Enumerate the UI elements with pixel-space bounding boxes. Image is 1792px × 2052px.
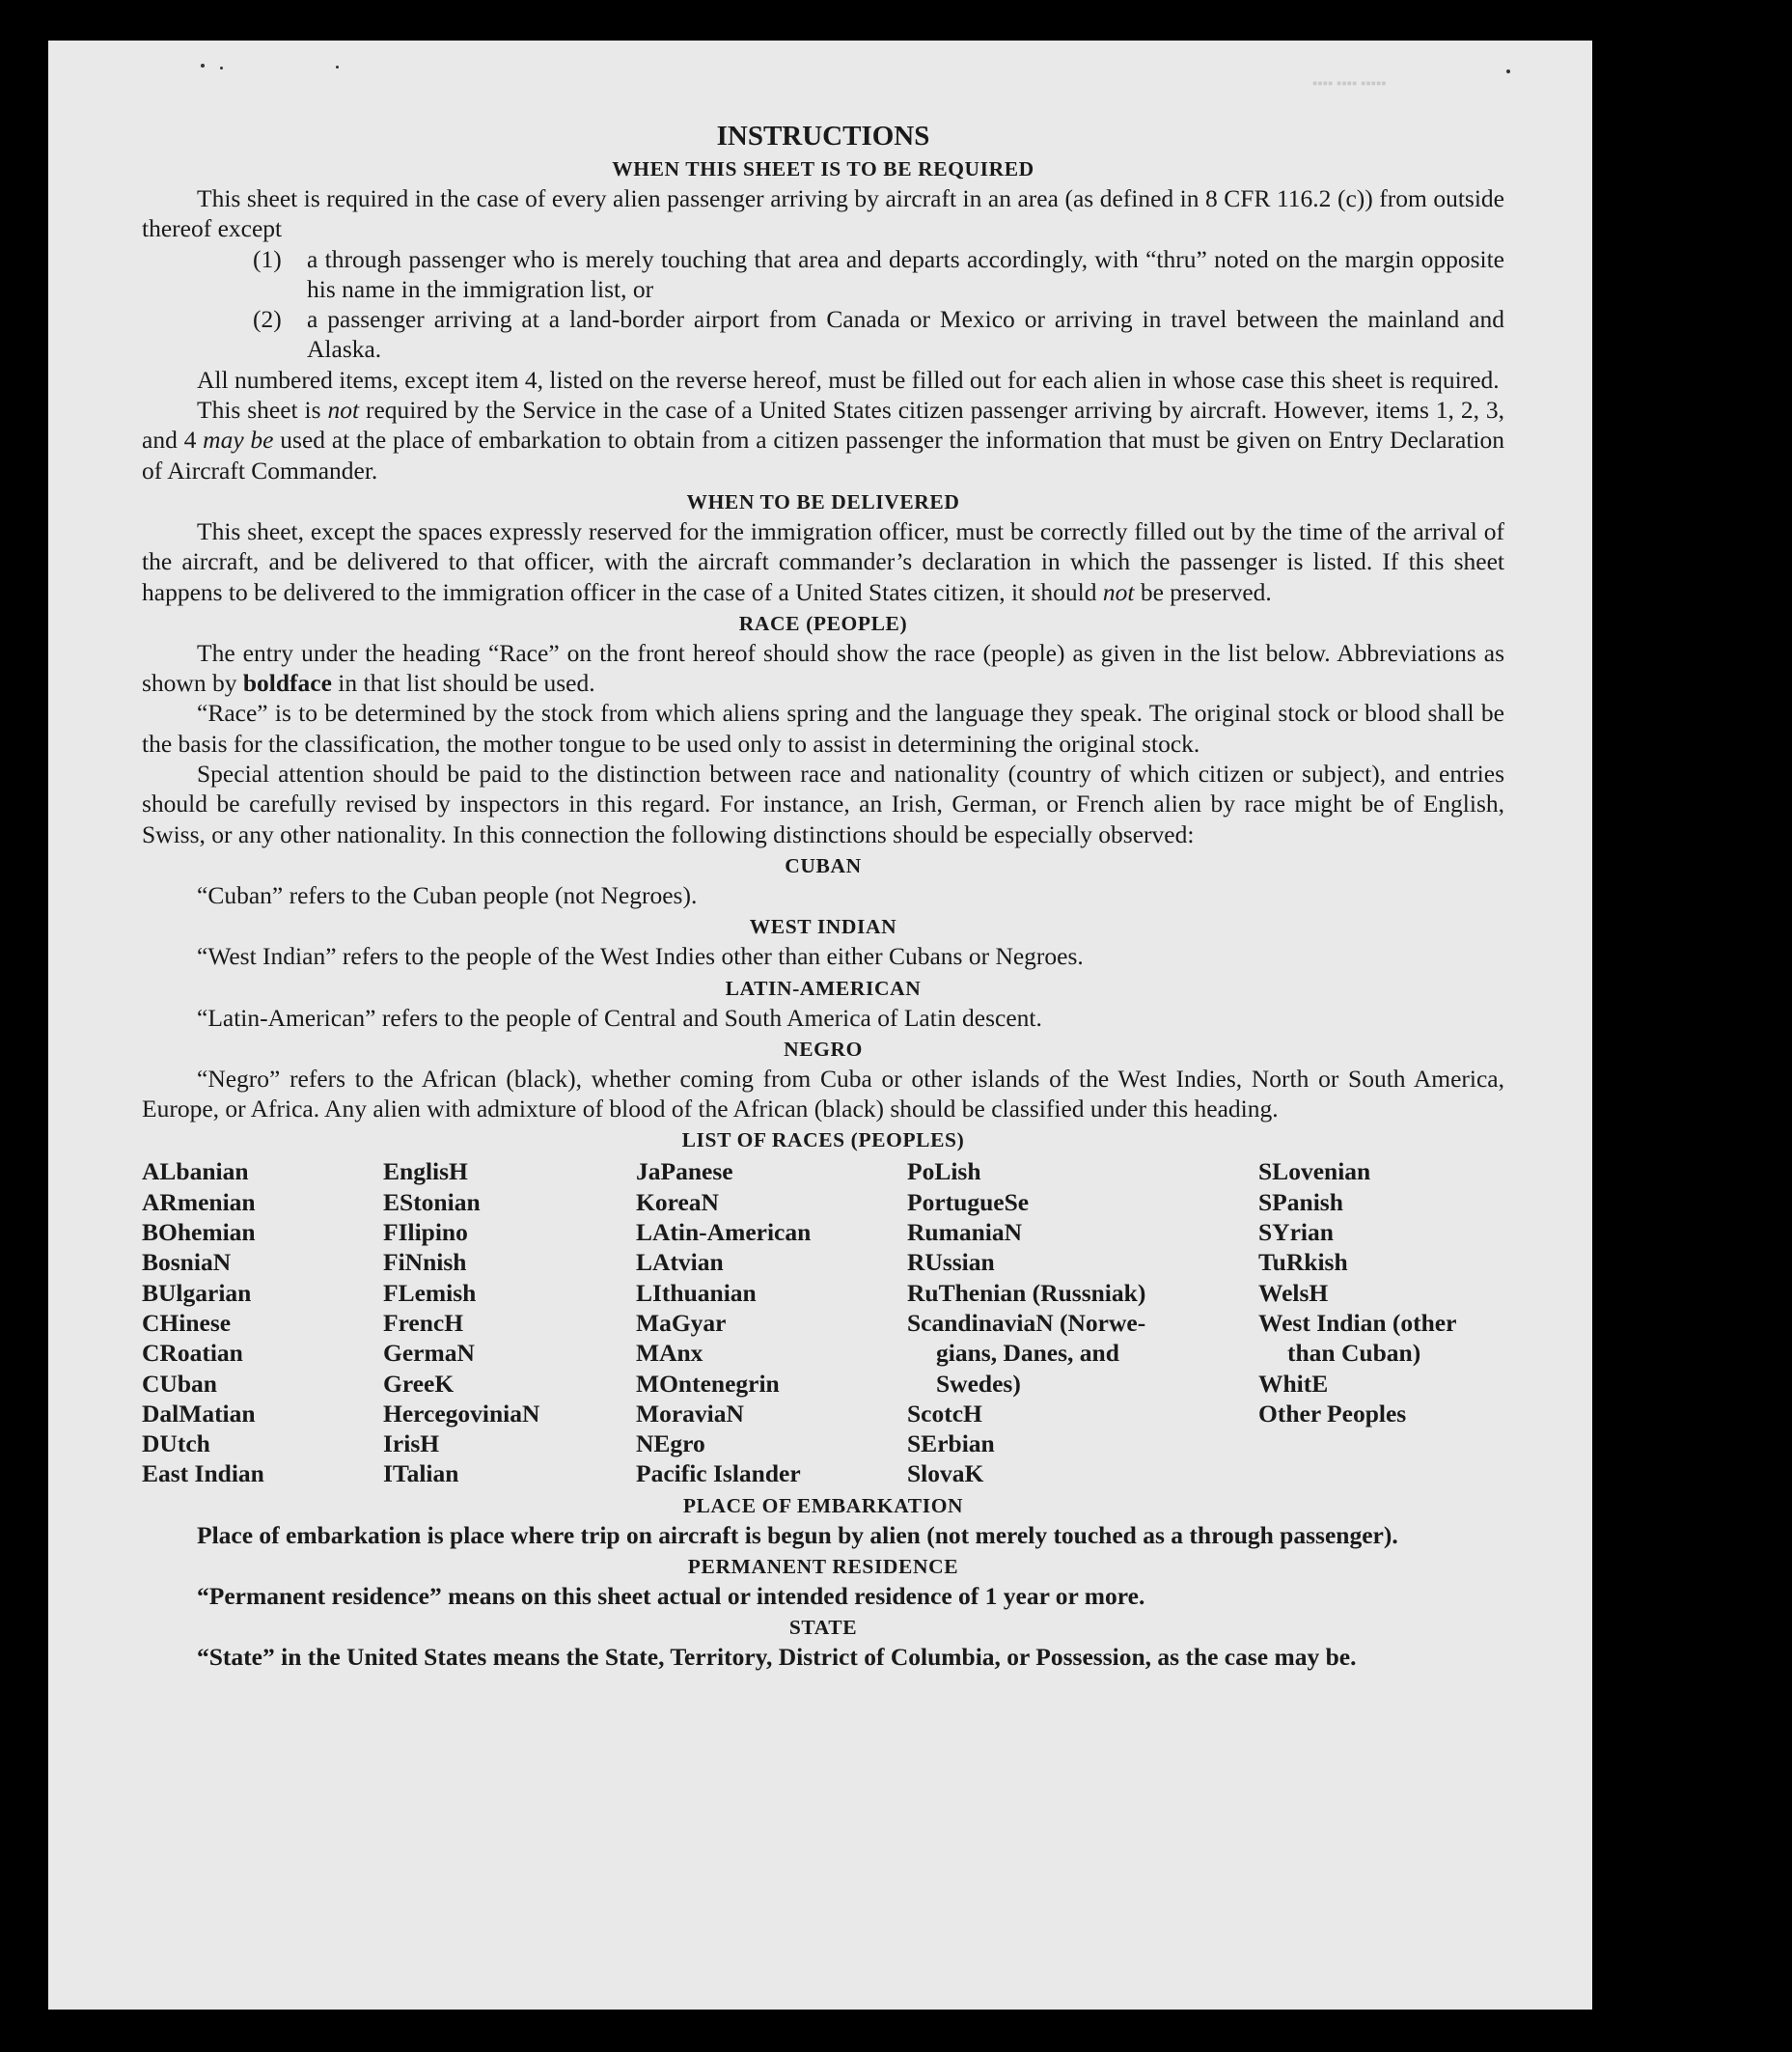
race-entry: BUlgarian	[142, 1278, 252, 1307]
negro-paragraph: “Negro” refers to the African (black), whether coming from Cuba or other islands of the West Indies, North or South America, Europe, or Africa. Any alien with admixture of blood of the African (black) should be classified under this heading.	[142, 1064, 1504, 1123]
race-column	[636, 1156, 907, 1488]
race-entry: KoreaN	[636, 1187, 719, 1216]
section-heading-negro: NEGRO	[784, 1037, 863, 1061]
race-entry: CRoatian	[142, 1339, 243, 1368]
race-entry: BOhemian	[142, 1218, 256, 1247]
race-entry: ScandinaviaN (Norwe-	[907, 1308, 1146, 1337]
text-run: The entry under the heading “Race” on the front hereof should show the race (people) as given in the list below. Abbreviations as shown by	[142, 638, 1504, 698]
race-entry-continued: Swedes)	[936, 1369, 1021, 1398]
race-entry: MoraviaN	[636, 1399, 744, 1428]
speck	[1506, 69, 1510, 73]
section-heading-list-of-races: LIST OF RACES (PEOPLES)	[681, 1128, 965, 1152]
race-entry: LIthuanian	[636, 1278, 757, 1307]
emphasis: not	[327, 396, 360, 425]
race-entry: PortugueSe	[907, 1187, 1030, 1216]
race-column	[1258, 1156, 1500, 1488]
document-sheet	[48, 41, 1592, 2010]
speck	[220, 67, 223, 69]
race-paragraph	[142, 638, 1504, 699]
numbered-items-paragraph: All numbered items, except item 4, listed on the reverse hereof, must be filled out for each alien in whose case this sheet is required.	[197, 365, 1500, 394]
race-entry: SLovenian	[1258, 1157, 1371, 1186]
race-entry: GreeK	[383, 1369, 455, 1398]
section-heading-cuban: CUBAN	[785, 853, 862, 877]
section-heading-west-indian: WEST INDIAN	[749, 915, 897, 939]
section-heading-embarkation: PLACE OF EMBARKATION	[682, 1493, 964, 1517]
race-entry: CHinese	[142, 1308, 232, 1337]
text-run: This sheet is	[197, 396, 328, 425]
race-entry: EStonian	[383, 1187, 481, 1216]
text-run: used at the place of embarkation to obtain from a citizen passenger the information that must be given on Entry Declaration of Aircraft Commander.	[142, 426, 1504, 485]
race-entry: HercegoviniaN	[383, 1399, 540, 1428]
text-run: be preserved.	[1134, 577, 1272, 606]
section-heading-state: STATE	[788, 1616, 858, 1640]
race-column	[907, 1156, 1258, 1488]
race-paragraph: “Race” is to be determined by the stock from which aliens spring and the language they speak. The original stock or blood shall be the basis for the classification, the mother tongue to be used only to assist in determining the original stock.	[142, 699, 1504, 758]
race-entry: BosniaN	[142, 1248, 232, 1277]
race-entry: PoLish	[907, 1157, 981, 1186]
required-intro: This sheet is required in the case of every alien passenger arriving by aircraft in an area (as defined in 8 CFR 116.2 (c)) from outside thereof except	[142, 184, 1504, 243]
bold-text: boldface	[242, 669, 332, 698]
text-run: required by the Service in the case of a United States citizen passenger arriving by aircraft. However, items 1, 2, 3, and 4	[142, 396, 1504, 455]
race-entry: JaPanese	[636, 1157, 733, 1186]
race-entry: FLemish	[383, 1278, 477, 1307]
section-heading-race: RACE (PEOPLE)	[738, 611, 908, 635]
emphasis: may be	[203, 426, 274, 455]
race-entry: ITalian	[383, 1459, 459, 1488]
bleed-through-text: ▪▪▪▪ ▪▪▪▪ ▪▪▪▪▪	[1312, 76, 1387, 92]
race-column	[383, 1156, 636, 1488]
race-entry: WelsH	[1258, 1278, 1329, 1307]
exception-item	[142, 304, 1504, 365]
race-entry: CUban	[142, 1369, 217, 1398]
race-entry: NEgro	[636, 1429, 705, 1458]
race-paragraph: Special attention should be paid to the distinction between race and nationality (country of which citizen or subject), and entries should be carefully revised by inspectors in this regard. For instance, an Irish, German, or French alien by race might be of English, Swiss, or any other nationality. In this connection the following distinctions should be especially observed:	[142, 760, 1504, 848]
race-entry: DUtch	[142, 1429, 210, 1458]
latin-american-paragraph: “Latin-American” refers to the people of Central and South America of Latin descent.	[197, 1003, 1042, 1032]
item-number: (2)	[253, 305, 282, 334]
race-entry: TuRkish	[1258, 1248, 1348, 1277]
race-entry: SYrian	[1258, 1218, 1334, 1247]
race-entry: RuThenian (Russniak)	[907, 1278, 1146, 1307]
item-text: a passenger arriving at a land-border airport from Canada or Mexico or arriving in travel between the mainland and Alaska.	[307, 305, 1504, 364]
west-indian-paragraph: “West Indian” refers to the people of the West Indies other than either Cubans or Negroes.	[197, 942, 1084, 971]
embarkation-paragraph: Place of embarkation is place where trip on aircraft is begun by alien (not merely touched as a through passenger).	[197, 1520, 1398, 1549]
cuban-paragraph: “Cuban” refers to the Cuban people (not Negroes).	[197, 880, 698, 909]
race-entry: ScotcH	[907, 1399, 982, 1428]
item-text: a through passenger who is merely touching that area and departs accordingly, with “thru” noted on the margin opposite his name in the immigration list, or	[307, 244, 1504, 303]
race-entry: East Indian	[142, 1459, 264, 1488]
race-entry: FIlipino	[383, 1218, 468, 1247]
item-number: (1)	[253, 244, 282, 273]
race-entry: GermaN	[383, 1339, 475, 1368]
section-heading-required: WHEN THIS SHEET IS TO BE REQUIRED	[612, 157, 1034, 180]
emphasis: not	[1102, 577, 1135, 606]
speck	[336, 66, 339, 69]
race-list	[142, 1156, 1504, 1488]
race-entry: MAnx	[636, 1339, 703, 1368]
section-heading-latin-american: LATIN-AMERICAN	[725, 976, 922, 1000]
race-entry: EnglisH	[383, 1157, 468, 1186]
speck	[201, 64, 205, 68]
citizen-paragraph	[142, 395, 1504, 485]
residence-paragraph: “Permanent residence” means on this sheet actual or intended residence of 1 year or more.	[197, 1581, 1145, 1610]
race-entry: MOntenegrin	[636, 1369, 780, 1398]
race-entry: LAtin-American	[636, 1218, 812, 1247]
exception-item	[142, 244, 1504, 305]
race-entry: FiNnish	[383, 1248, 467, 1277]
race-entry: FrencH	[383, 1308, 464, 1337]
text-run: in that list should be used.	[331, 669, 595, 698]
race-entry: ARmenian	[142, 1187, 256, 1216]
race-entry: SlovaK	[907, 1459, 984, 1488]
race-entry-continued: gians, Danes, and	[936, 1339, 1119, 1368]
race-entry: IrisH	[383, 1429, 440, 1458]
race-entry: SErbian	[907, 1429, 995, 1458]
race-entry: West Indian (other	[1258, 1308, 1457, 1337]
race-entry: SPanish	[1258, 1187, 1343, 1216]
race-entry: Pacific Islander	[636, 1459, 801, 1488]
race-entry: WhitE	[1258, 1369, 1329, 1398]
state-paragraph: “State” in the United States means the State, Territory, District of Columbia, or Possession, as the case may be.	[197, 1643, 1357, 1672]
race-entry-continued: than Cuban)	[1287, 1339, 1421, 1368]
race-column	[142, 1156, 383, 1488]
delivery-paragraph	[142, 516, 1504, 607]
text-run: This sheet, except the spaces expressly reserved for the immigration officer, must be correctly filled out by the time of the arrival of the aircraft, and be delivered to that officer, with the aircraft commander’s declaration in which the passenger is listed. If this sheet happens to be delivered to the immigration officer in the case of a United States citizen, it should	[142, 516, 1504, 606]
race-entry: LAtvian	[636, 1248, 724, 1277]
section-heading-residence: PERMANENT RESIDENCE	[687, 1554, 959, 1578]
section-heading-delivered: WHEN TO BE DELIVERED	[686, 489, 960, 513]
race-entry: Other Peoples	[1258, 1399, 1407, 1428]
race-entry: RUssian	[907, 1248, 995, 1277]
instructions-content	[142, 116, 1504, 1673]
race-entry: MaGyar	[636, 1308, 727, 1337]
race-entry: ALbanian	[142, 1157, 249, 1186]
page-title: INSTRUCTIONS	[716, 121, 930, 152]
race-entry: RumaniaN	[907, 1218, 1023, 1247]
race-entry: DalMatian	[142, 1399, 256, 1428]
